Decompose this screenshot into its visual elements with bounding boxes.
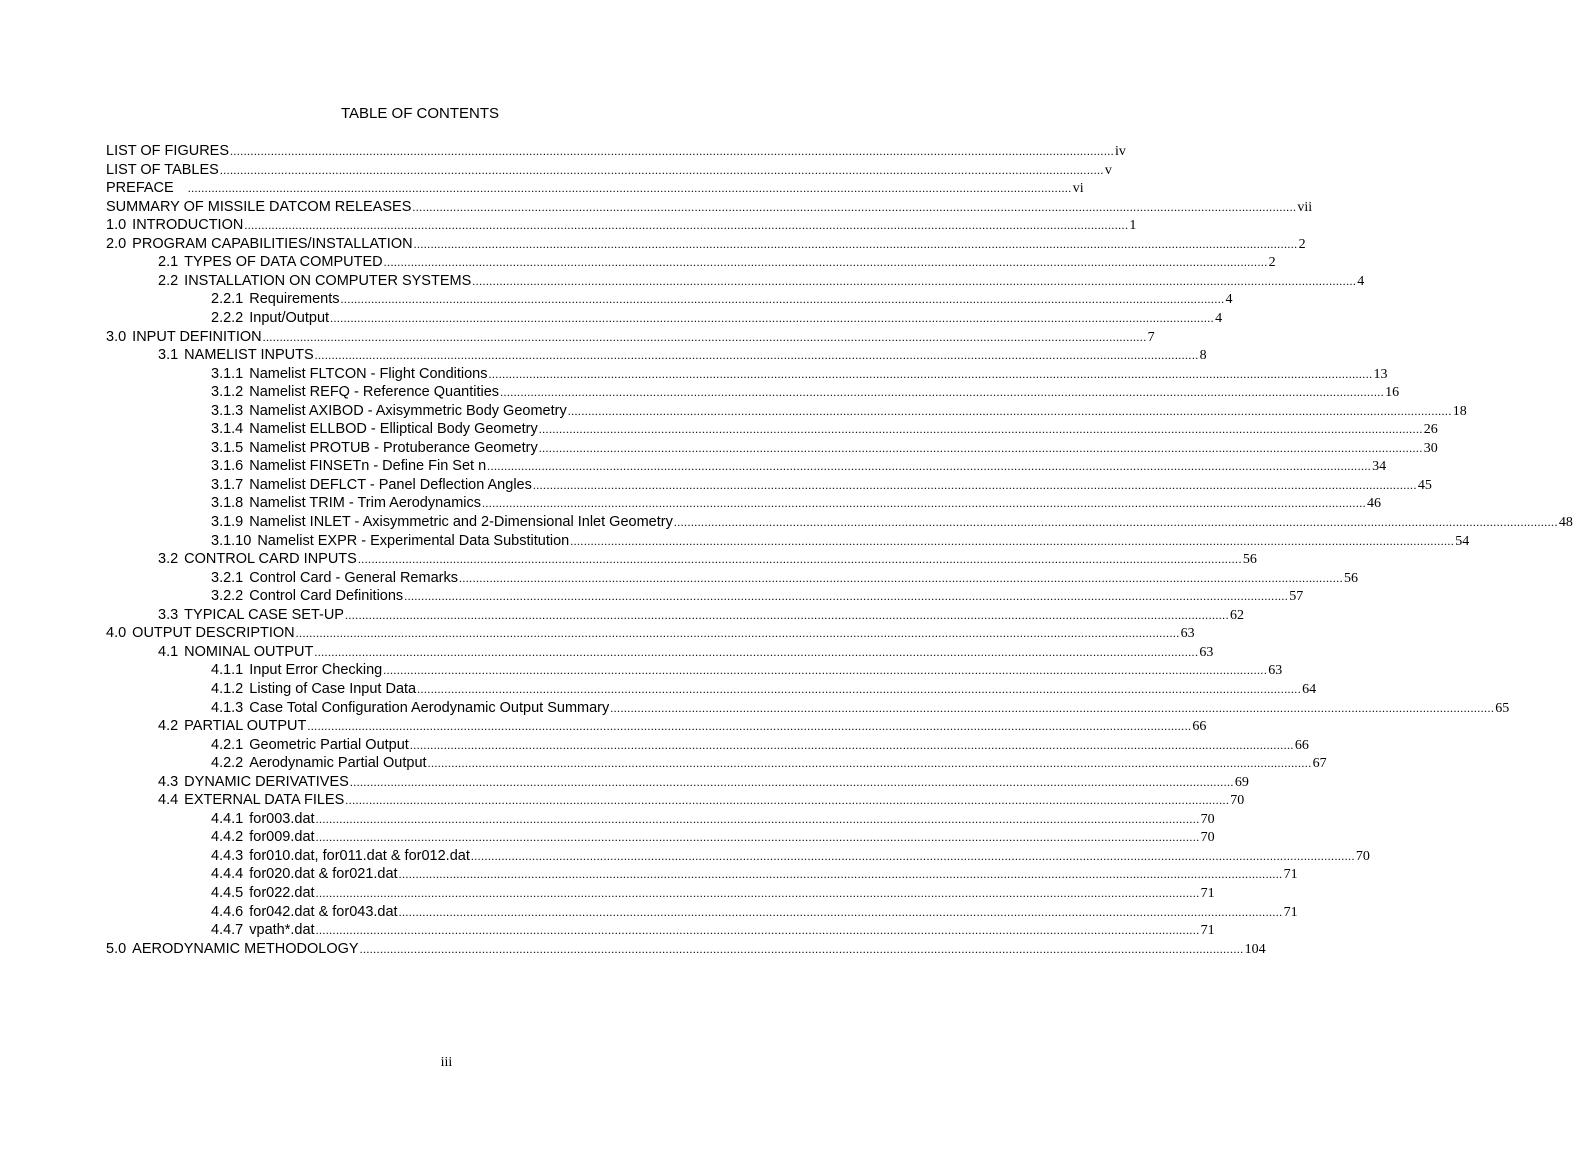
- toc-entry-page: 45: [1417, 477, 1432, 493]
- toc-entry-label: [211, 661, 382, 679]
- toc-dot-leader: ....................................................................................................................................................................................................................................................................: [295, 626, 1180, 641]
- toc-dot-leader: ....................................................................................................................................................................................................................................................................: [417, 681, 1302, 696]
- toc-entry-page: vi: [1072, 181, 1084, 197]
- toc-entry: [106, 940, 1266, 959]
- toc-entry-title: Namelist TRIM - Trim Aerodynamics: [249, 495, 482, 512]
- toc-entry-number: 5.0: [106, 940, 127, 957]
- toc-entry-page: 71: [1283, 904, 1298, 920]
- toc-entry-page: 1: [1129, 218, 1137, 234]
- toc-entry: [158, 773, 1249, 792]
- toc-entry-number: 3.3: [158, 606, 179, 623]
- toc-entry-label: [211, 365, 488, 383]
- toc-entry-number: 3.2: [158, 551, 179, 568]
- toc-entry-page: 30: [1423, 440, 1438, 456]
- toc-entry: [211, 828, 1215, 847]
- toc-entry-title: for009.dat: [249, 829, 315, 846]
- toc-entry-label: [158, 550, 357, 568]
- toc-entry-number: 3.1.8: [211, 495, 244, 512]
- toc-entry-page: 54: [1455, 533, 1470, 549]
- toc-dot-leader: ....................................................................................................................................................................................................................................................................: [398, 904, 1283, 919]
- toc-entry-label: [211, 847, 470, 865]
- toc-entry-title: Namelist REFQ - Reference Quantities: [249, 384, 500, 401]
- toc-entry: [211, 494, 1382, 513]
- toc-entry-label: [211, 439, 538, 457]
- toc-entry-label: [211, 569, 458, 587]
- toc-entry: [211, 309, 1223, 328]
- toc-dot-leader: ....................................................................................................................................................................................................................................................................: [187, 181, 1072, 196]
- toc-entry-page: 63: [1199, 644, 1214, 660]
- toc-dot-leader: ....................................................................................................................................................................................................................................................................: [488, 366, 1373, 381]
- toc-entry: [106, 216, 1137, 235]
- toc-entry-page: 70: [1200, 811, 1215, 827]
- toc-entry-title: Namelist FLTCON - Flight Conditions: [249, 365, 488, 382]
- toc-entry-number: 3.1.2: [211, 384, 244, 401]
- toc-entry-page: vii: [1297, 199, 1313, 215]
- toc-entry-label: [211, 587, 403, 605]
- toc-entry: [211, 680, 1317, 699]
- toc-entry-number: 4.4.3: [211, 847, 244, 864]
- toc-entry-page: 69: [1234, 774, 1249, 790]
- toc-entry-title: TYPICAL CASE SET-UP: [184, 606, 344, 623]
- toc-entry-title: Namelist PROTUB - Protuberance Geometry: [249, 439, 538, 456]
- toc-entry-label: [211, 828, 315, 846]
- toc-entry-number: 1.0: [106, 217, 127, 234]
- toc-entry: [211, 383, 1400, 402]
- toc-entry-page: 4: [1225, 292, 1233, 308]
- toc-entry-label: [211, 736, 409, 754]
- toc-dot-leader: ....................................................................................................................................................................................................................................................................: [472, 273, 1357, 288]
- toc-entry-title: Case Total Configuration Aerodynamic Output Summary: [249, 699, 610, 716]
- toc-dot-leader: ....................................................................................................................................................................................................................................................................: [315, 811, 1200, 826]
- toc-entry-title: Geometric Partial Output: [249, 736, 409, 753]
- toc-dot-leader: ....................................................................................................................................................................................................................................................................: [344, 607, 1229, 622]
- toc-entry: [158, 791, 1245, 810]
- toc-entry-page: 65: [1495, 700, 1510, 716]
- toc-entry-label: [106, 198, 411, 216]
- toc-entry-title: for022.dat: [249, 885, 315, 901]
- toc-entry: [158, 346, 1207, 365]
- toc-dot-leader: ....................................................................................................................................................................................................................................................................: [470, 848, 1355, 863]
- toc-entry: [106, 328, 1155, 347]
- toc-entry-title: LIST OF TABLES: [106, 161, 219, 178]
- toc-dot-leader: ....................................................................................................................................................................................................................................................................: [538, 440, 1423, 455]
- toc-entry-title: PREFACE: [106, 180, 174, 197]
- toc-entry-number: 4.2: [158, 718, 179, 735]
- toc-entry-number: 3.1.9: [211, 514, 244, 530]
- toc-entry: [106, 161, 1112, 180]
- toc-dot-leader: ....................................................................................................................................................................................................................................................................: [219, 162, 1104, 177]
- toc-entry-title: Input Error Checking: [249, 662, 383, 679]
- toc-entry-number: 4.1: [158, 643, 179, 660]
- toc-entry-title: Listing of Case Input Data: [249, 680, 417, 697]
- toc-entry: [211, 457, 1387, 476]
- page-number: iii: [440, 1055, 453, 1070]
- toc-entry-label: [158, 643, 313, 661]
- toc-entry-page: 66: [1192, 719, 1207, 735]
- toc-entry: [211, 290, 1233, 309]
- toc-entry-page: 2: [1298, 236, 1306, 252]
- toc-entry-page: 64: [1302, 681, 1317, 697]
- toc-dot-leader: ....................................................................................................................................................................................................................................................................: [412, 199, 1297, 214]
- toc-entry-label: [106, 235, 413, 253]
- toc-dot-leader: ....................................................................................................................................................................................................................................................................: [315, 830, 1200, 845]
- toc-entry-page: v: [1104, 162, 1112, 178]
- toc-dot-leader: ....................................................................................................................................................................................................................................................................: [567, 403, 1452, 418]
- toc-entry-page: 70: [1355, 848, 1370, 864]
- toc-entry: [211, 402, 1467, 421]
- toc-entry-label: [106, 624, 295, 642]
- toc-entry-number: 4.3: [158, 773, 179, 790]
- toc-entry-page: 63: [1268, 663, 1283, 679]
- toc-entry-label: [211, 513, 673, 531]
- toc-entry: [158, 272, 1365, 291]
- toc-entry-number: 3.2.2: [211, 588, 244, 605]
- toc-dot-leader: ....................................................................................................................................................................................................................................................................: [458, 570, 1343, 585]
- toc-entry-number: 4.2.2: [211, 755, 244, 772]
- toc-entry-number: 4.4.1: [211, 810, 244, 827]
- toc-entry: [158, 717, 1207, 736]
- toc-entry-title: for003.dat: [249, 810, 315, 827]
- toc-entry-label: [211, 865, 398, 883]
- toc-entry-label: [211, 532, 569, 550]
- toc-dot-leader: ....................................................................................................................................................................................................................................................................: [340, 292, 1225, 307]
- toc-entry-page: 70: [1230, 793, 1245, 809]
- toc-entry-title: INPUT DEFINITION: [132, 328, 262, 345]
- toc-entry-label: [106, 216, 243, 234]
- toc-entry-page: 56: [1242, 552, 1257, 568]
- toc-entry-label: [106, 328, 262, 346]
- toc-entry: [106, 142, 1126, 161]
- toc-entry: [211, 847, 1370, 866]
- toc-dot-leader: ....................................................................................................................................................................................................................................................................: [610, 700, 1495, 715]
- toc-entry: [158, 606, 1244, 625]
- toc-dot-leader: ....................................................................................................................................................................................................................................................................: [383, 663, 1268, 678]
- toc-entry: [106, 179, 1084, 198]
- toc-entry-page: 71: [1283, 867, 1298, 883]
- toc-entry-number: 4.4.7: [211, 922, 244, 939]
- toc-entry: [211, 365, 1388, 384]
- toc-entry-title: TYPES OF DATA COMPUTED: [184, 254, 383, 271]
- toc-entry-number: 3.0: [106, 328, 127, 345]
- toc-entry-title: OUTPUT DESCRIPTION: [132, 625, 295, 642]
- toc-dot-leader: ....................................................................................................................................................................................................................................................................: [314, 644, 1199, 659]
- toc-entry-label: [106, 940, 359, 958]
- toc-dot-leader: ....................................................................................................................................................................................................................................................................: [230, 144, 1115, 158]
- toc-entry: [211, 513, 1573, 532]
- toc-entry-number: 4.1.1: [211, 662, 244, 679]
- toc-entry-number: 2.1: [158, 254, 179, 271]
- toc-entry-page: 66: [1294, 737, 1309, 753]
- toc-entry-title: for010.dat, for011.dat & for012.dat: [249, 847, 470, 864]
- toc-dot-leader: ....................................................................................................................................................................................................................................................................: [427, 756, 1312, 771]
- toc-entry-number: 2.2.1: [211, 291, 244, 308]
- toc-dot-leader: ....................................................................................................................................................................................................................................................................: [570, 533, 1455, 548]
- toc-entry-title: Namelist AXIBOD - Axisymmetric Body Geometry: [249, 402, 567, 419]
- toc-entry-title: for042.dat & for043.dat: [249, 903, 398, 920]
- toc-entry-label: [158, 272, 471, 290]
- toc-entry-title: NAMELIST INPUTS: [184, 347, 314, 364]
- toc-entry: [106, 198, 1313, 217]
- toc-entry-page: 34: [1372, 459, 1387, 475]
- toc-entry-label: [158, 717, 306, 735]
- toc-entry-page: 67: [1312, 756, 1327, 772]
- toc-entry-title: PARTIAL OUTPUT: [184, 718, 307, 735]
- toc-entry-label: [158, 791, 344, 809]
- toc-entry-label: [158, 606, 344, 624]
- toc-entry: [106, 624, 1195, 643]
- toc-entry-label: [211, 420, 538, 438]
- toc-entry-title: CONTROL CARD INPUTS: [184, 551, 357, 568]
- toc-entry-label: [211, 402, 567, 420]
- toc-entry-title: Namelist INLET - Axisymmetric and 2-Dimensional Inlet Geometry: [249, 514, 673, 530]
- toc-entry-number: 4.4: [158, 792, 179, 809]
- toc-entry: [158, 643, 1214, 662]
- toc-entry-page: 13: [1373, 366, 1388, 382]
- toc-entry-page: 8: [1199, 348, 1207, 364]
- toc-entry: [211, 736, 1309, 755]
- toc-entry-page: 4: [1215, 310, 1223, 326]
- toc-dot-leader: ....................................................................................................................................................................................................................................................................: [404, 589, 1289, 604]
- toc-entry-page: 18: [1452, 403, 1467, 419]
- toc-entry-label: [211, 903, 398, 921]
- toc-entry: [211, 476, 1432, 495]
- toc-entry-number: 4.2.1: [211, 736, 244, 753]
- toc-entry-title: PROGRAM CAPABILITIES/INSTALLATION: [132, 235, 413, 252]
- toc-dot-leader: ....................................................................................................................................................................................................................................................................: [383, 255, 1268, 270]
- toc-entry-page: 62: [1229, 607, 1244, 623]
- toc-dot-leader: ....................................................................................................................................................................................................................................................................: [413, 236, 1298, 251]
- toc-entry-title: INSTALLATION ON COMPUTER SYSTEMS: [184, 272, 472, 289]
- toc-entry-title: Namelist DEFLCT - Panel Deflection Angles: [249, 476, 532, 493]
- toc-entry: [158, 253, 1276, 272]
- toc-entry-title: Aerodynamic Partial Output: [249, 755, 427, 772]
- toc-dot-leader: ....................................................................................................................................................................................................................................................................: [409, 737, 1294, 752]
- toc-entry-number: 3.1.4: [211, 421, 244, 438]
- toc-entry-label: [211, 884, 315, 902]
- toc-entry-title: Control Card - General Remarks: [249, 569, 458, 586]
- toc-entry: [106, 235, 1306, 254]
- toc-entry-number: 3.1.10: [211, 532, 252, 549]
- toc-entry-number: 3.1.7: [211, 476, 244, 493]
- toc-entry-label: [211, 309, 329, 327]
- toc-dot-leader: ....................................................................................................................................................................................................................................................................: [349, 774, 1234, 789]
- toc-entry-page: 57: [1289, 589, 1304, 605]
- toc-entry-page: 71: [1200, 923, 1215, 939]
- toc-entry-label: [158, 253, 383, 271]
- toc-dot-leader: ....................................................................................................................................................................................................................................................................: [330, 310, 1215, 325]
- toc-entry-number: 2.2: [158, 272, 179, 289]
- toc-entry-title: NOMINAL OUTPUT: [184, 643, 314, 660]
- toc-entry-number: 3.2.1: [211, 569, 244, 586]
- toc-entry-title: Input/Output: [249, 309, 330, 326]
- toc-entry-number: 3.1.6: [211, 458, 244, 475]
- toc-dot-leader: ....................................................................................................................................................................................................................................................................: [315, 886, 1200, 900]
- toc-entry-label: [211, 810, 315, 828]
- toc-dot-leader: ....................................................................................................................................................................................................................................................................: [314, 348, 1199, 363]
- toc-entry: [211, 439, 1438, 458]
- toc-entry: [211, 532, 1470, 551]
- toc-entry-label: [211, 921, 315, 939]
- toc-entry-number: 4.4.6: [211, 903, 244, 920]
- toc-dot-leader: ....................................................................................................................................................................................................................................................................: [359, 941, 1244, 956]
- toc-entry-page: 63: [1180, 626, 1195, 642]
- toc-entry-label: [106, 142, 229, 160]
- toc-dot-leader: ....................................................................................................................................................................................................................................................................: [532, 477, 1417, 492]
- toc-entry-label: [211, 383, 499, 401]
- toc-dot-leader: ....................................................................................................................................................................................................................................................................: [487, 459, 1372, 474]
- toc-entry: [211, 754, 1327, 773]
- toc-entry: [211, 884, 1215, 903]
- toc-entry-title: for020.dat & for021.dat: [249, 866, 398, 883]
- toc-entry-number: 3.1.5: [211, 439, 244, 456]
- toc-entry-label: [211, 680, 416, 698]
- toc-entry-label: [106, 179, 174, 197]
- toc-entry-label: [158, 773, 349, 791]
- toc-dot-leader: ....................................................................................................................................................................................................................................................................: [357, 552, 1242, 567]
- toc-entry-page: 48: [1558, 515, 1573, 530]
- toc-entry-page: 104: [1244, 941, 1266, 957]
- toc-entry-number: 3.1.3: [211, 402, 244, 419]
- toc-entry-label: [211, 476, 532, 494]
- toc-entry-number: 4.1.3: [211, 699, 244, 716]
- toc-entry-number: 3.1: [158, 347, 179, 364]
- toc-entry-number: 2.0: [106, 235, 127, 252]
- toc-dot-leader: ....................................................................................................................................................................................................................................................................: [538, 422, 1423, 437]
- toc-dot-leader: ....................................................................................................................................................................................................................................................................: [307, 719, 1192, 734]
- toc-entry-title: AERODYNAMIC METHODOLOGY: [132, 940, 359, 957]
- toc-entry-number: 4.4.4: [211, 866, 244, 883]
- toc-entry: [211, 420, 1438, 439]
- toc-entry-title: DYNAMIC DERIVATIVES: [184, 773, 349, 790]
- toc-dot-leader: ....................................................................................................................................................................................................................................................................: [345, 793, 1230, 808]
- toc-entry-title: Namelist ELLBOD - Elliptical Body Geometry: [249, 421, 538, 438]
- toc-entry-title: LIST OF FIGURES: [106, 143, 230, 159]
- toc-entry-title: SUMMARY OF MISSILE DATCOM RELEASES: [106, 198, 412, 215]
- toc-dot-leader: ....................................................................................................................................................................................................................................................................: [500, 385, 1385, 400]
- toc-entry-page: 70: [1200, 830, 1215, 846]
- toc-entry-page: 46: [1367, 496, 1382, 512]
- toc-dot-leader: ....................................................................................................................................................................................................................................................................: [673, 515, 1558, 529]
- toc-entry-page: 71: [1200, 886, 1215, 901]
- toc-entry-number: 4.4.2: [211, 829, 244, 846]
- toc-entry-label: [106, 161, 219, 179]
- toc-entry: [211, 810, 1215, 829]
- toc-entry-title: Requirements: [249, 291, 340, 308]
- toc-dot-leader: ....................................................................................................................................................................................................................................................................: [262, 329, 1147, 344]
- toc-entry-page: 7: [1147, 329, 1155, 345]
- page-title: TABLE OF CONTENTS: [340, 105, 500, 122]
- toc-dot-leader: ....................................................................................................................................................................................................................................................................: [482, 496, 1367, 511]
- toc-entry: [158, 550, 1257, 569]
- toc-entry-title: Control Card Definitions: [249, 588, 404, 605]
- toc-dot-leader: ....................................................................................................................................................................................................................................................................: [315, 923, 1200, 938]
- toc-entry-page: iv: [1115, 144, 1126, 159]
- toc-entry-number: 4.0: [106, 625, 127, 642]
- toc-entry-page: 26: [1423, 422, 1438, 438]
- toc-entry-number: 4.4.5: [211, 885, 244, 901]
- toc-entry-page: 16: [1385, 385, 1400, 401]
- toc-entry-page: 4: [1357, 273, 1365, 289]
- toc-dot-leader: ....................................................................................................................................................................................................................................................................: [398, 867, 1283, 882]
- toc-entry-title: EXTERNAL DATA FILES: [184, 792, 345, 809]
- toc-entry: [211, 569, 1358, 588]
- toc-entry: [211, 865, 1298, 884]
- toc-entry-label: [158, 346, 314, 364]
- toc-entry-label: [211, 290, 340, 308]
- toc-entry-title: Namelist FINSETn - Define Fin Set n: [249, 458, 487, 475]
- toc-entry-title: INTRODUCTION: [132, 217, 244, 234]
- toc-entry-label: [211, 494, 481, 512]
- toc-entry-title: Namelist EXPR - Experimental Data Substitution: [257, 532, 570, 549]
- toc-entry-number: 3.1.1: [211, 365, 244, 382]
- toc-entry: [211, 903, 1298, 922]
- toc-entry-page: 56: [1343, 570, 1358, 586]
- toc-entry-label: [211, 699, 609, 717]
- toc-entry-label: [211, 754, 427, 772]
- toc-entry-page: 2: [1268, 255, 1276, 271]
- toc-entry: [211, 699, 1510, 718]
- toc-entry-title: vpath*.dat: [249, 922, 315, 939]
- toc-entry: [211, 661, 1283, 680]
- toc-entry-number: 4.1.2: [211, 680, 244, 697]
- toc-entry-label: [211, 457, 486, 475]
- toc-entry: [211, 921, 1215, 940]
- toc-dot-leader: ....................................................................................................................................................................................................................................................................: [244, 218, 1129, 233]
- toc-entry: [211, 587, 1304, 606]
- toc-entry-number: 2.2.2: [211, 309, 244, 326]
